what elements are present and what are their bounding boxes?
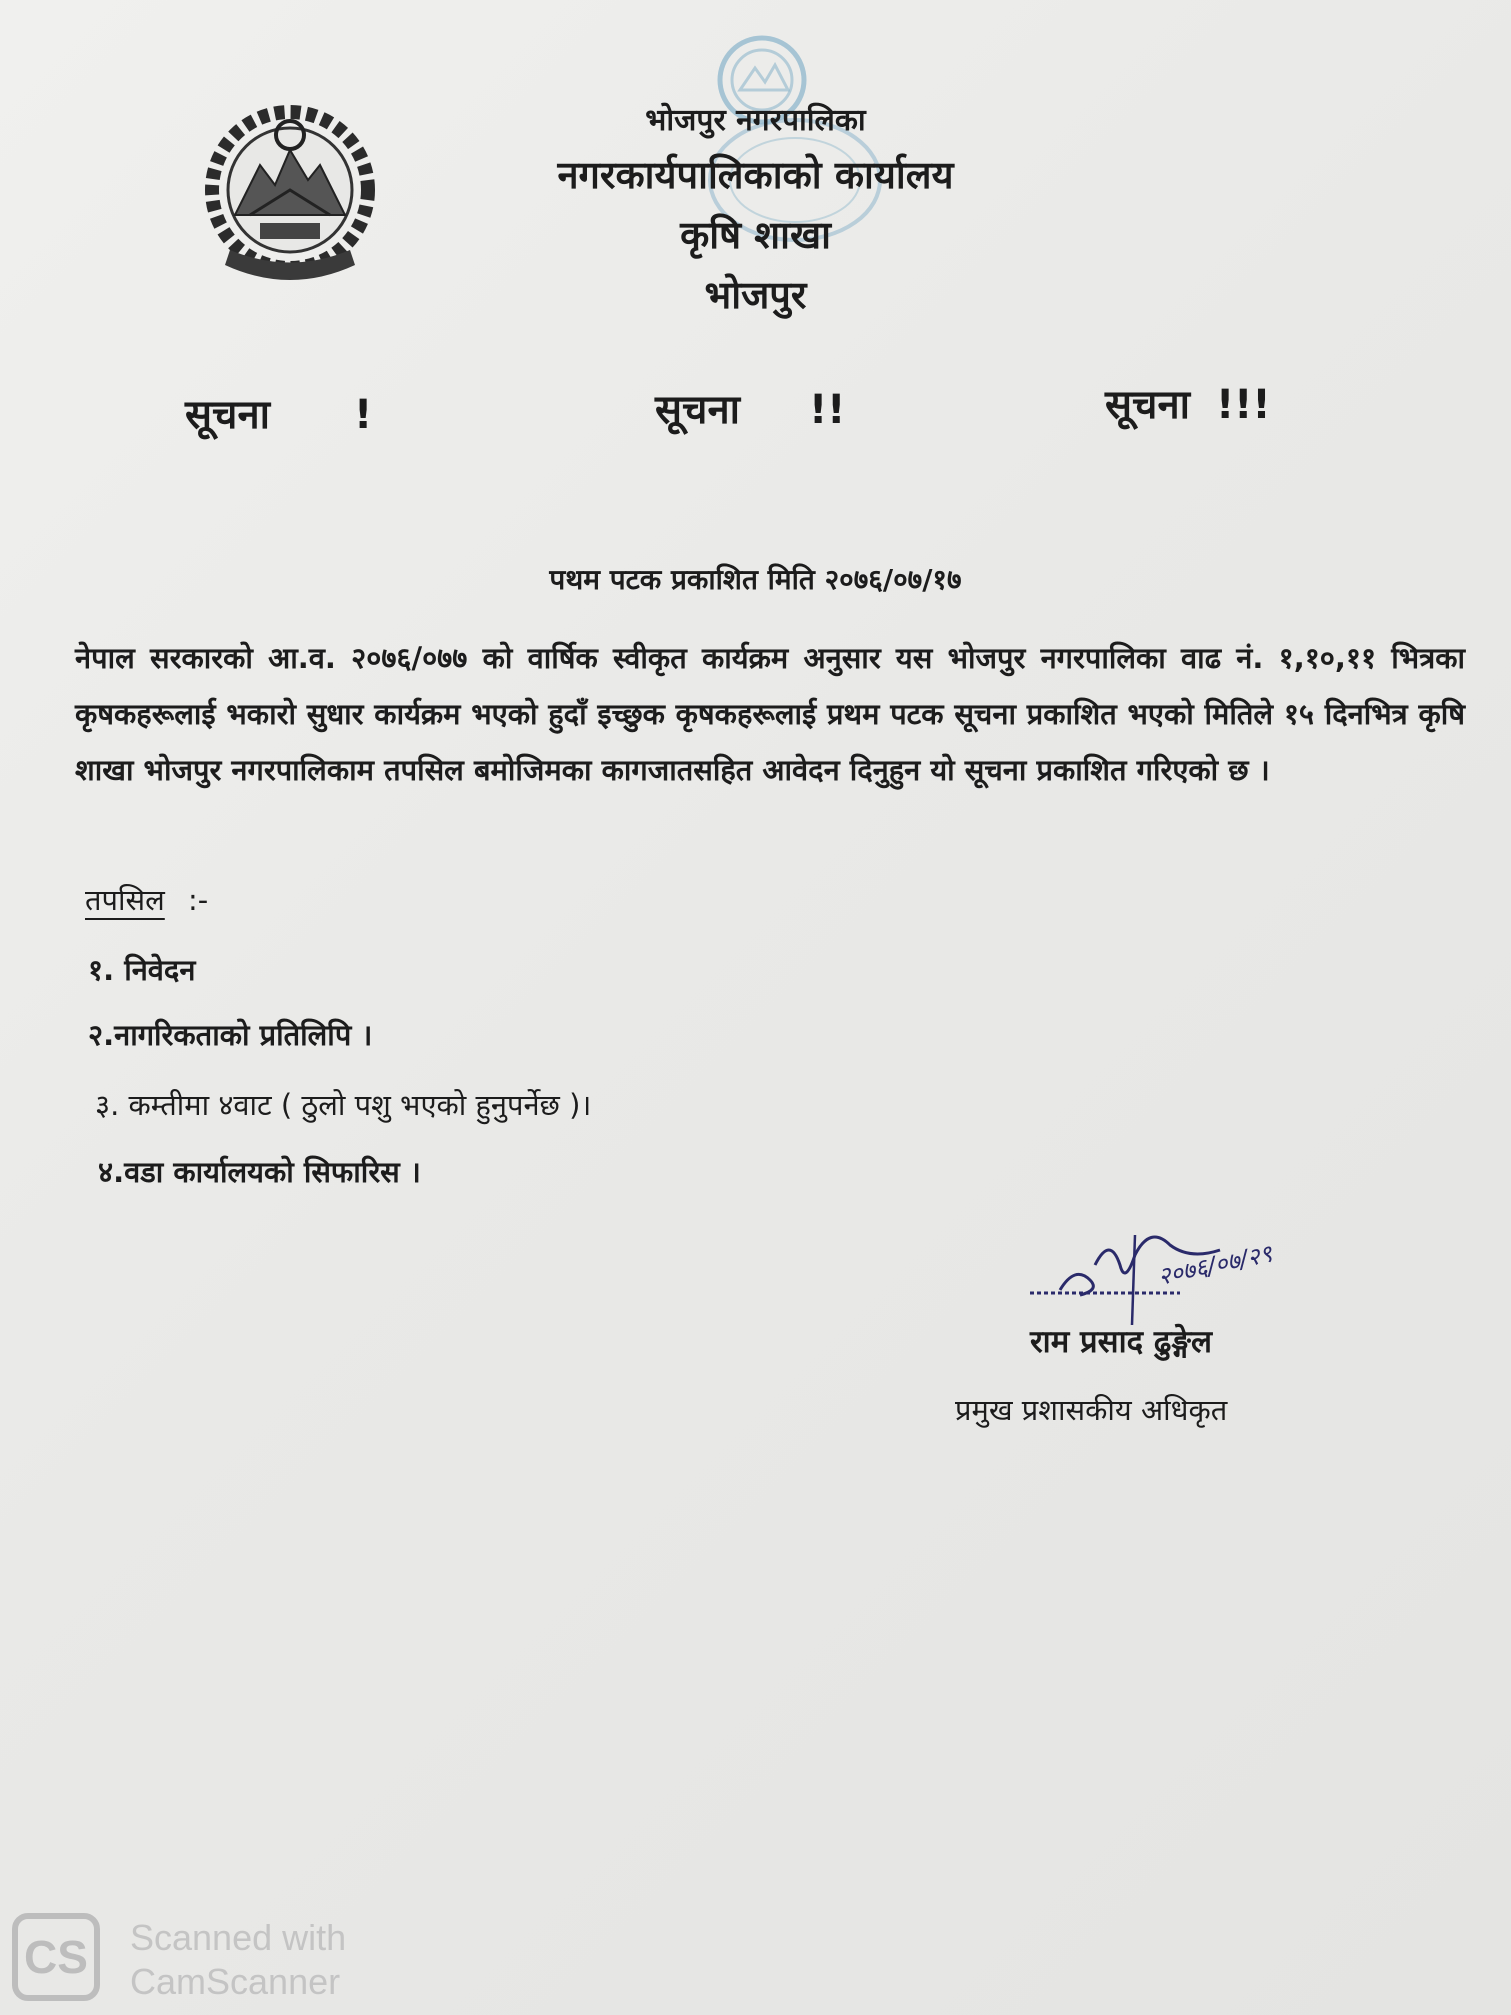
details-heading: [85, 880, 208, 919]
notice-heading-2: [655, 380, 845, 435]
camscanner-logo-icon: CS: [12, 1913, 100, 2001]
signatory-title: प्रमुख प्रशासकीय अधिकृत: [955, 1393, 1228, 1427]
notice-body-paragraph: नेपाल सरकारको आ.व. २०७६/०७७ को वार्षिक स्वीकृत कार्यक्रम अनुसार यस भोजपुर नगरपालिका वाढ नं. १,१०,११ भित्रका कृषकहरूलाई भकारो सुधार कार्यक्रम भएको हुदाँ इच्छुक कृषकहरूलाई प्रथम पटक सूचना प्रकाशित भएको मितिले १५ दिनभित्र कृषि शाखा भोजपुर नगरपालिकाम तपसिल बमोजिमका कागजातसहित आवेदन दिनुहुन यो सूचना प्रकाशित गरिएको छ ।: [75, 641, 1465, 787]
document-list-item: ४.वडा कार्यालयको सिफारिस ।: [98, 1155, 421, 1189]
notice-heading-3: [1105, 375, 1271, 430]
watermark-line-2: CamScanner: [130, 1961, 341, 2002]
signature-date: २०७६/०७/२९: [1155, 1239, 1275, 1291]
publication-date-line: पथम पटक प्रकाशित मिति २०७६/०७/१७: [549, 563, 962, 596]
notice-heading-1: [185, 385, 372, 440]
document-list-item: ३. कम्तीमा ४वाट ( ठुलो पशु भएको हुनुपर्नेछ )।: [95, 1088, 592, 1122]
document-list-item: १. निवेदन: [88, 953, 196, 987]
notice-marks: !!!: [1215, 382, 1271, 428]
section-name: कृषि शाखा: [680, 213, 831, 257]
watermark-line-1: Scanned with: [130, 1917, 347, 1958]
notice-word: सूचना: [655, 387, 740, 433]
details-label: तपसिल: [85, 883, 165, 917]
scanner-watermark: [130, 1916, 346, 2004]
document-list-item: २.नागरिकताको प्रतिलिपि ।: [88, 1018, 373, 1052]
office-name: नगरकार्यपालिकाको कार्यालय: [557, 153, 954, 197]
municipality-name: भोजपुर नगरपालिका: [645, 103, 866, 138]
notice-word: सूचना: [1105, 382, 1190, 428]
handwritten-signature-icon: [1020, 1195, 1320, 1335]
details-suffix: :-: [188, 883, 209, 917]
signatory-name: राम प्रसाद ढुङ्गेल: [1030, 1324, 1213, 1360]
notice-word: सूचना: [185, 392, 270, 438]
notice-marks: !: [353, 392, 373, 438]
notice-marks: !!: [808, 387, 846, 433]
district-name: भोजपुर: [704, 273, 807, 317]
